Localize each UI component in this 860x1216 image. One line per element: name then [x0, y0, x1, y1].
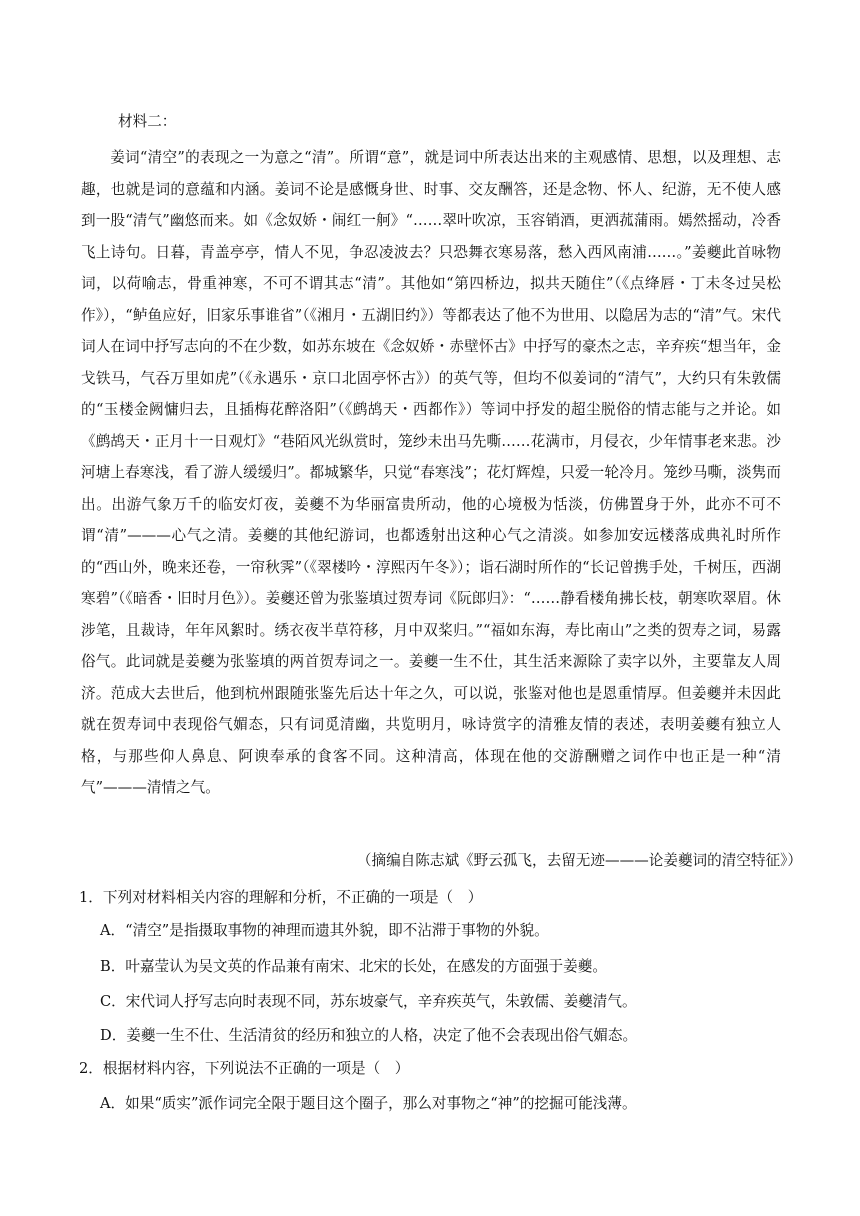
question-1-option-d: D．姜夔一生不仕、生活清贫的经历和独立的人格，决定了他不会表现出俗气媚态。: [100, 1027, 638, 1044]
question-1-option-c: C．宋代词人抒写志向时表现不同，苏东坡豪气，辛弃疾英气，朱敦儒、姜夔清气。: [100, 993, 637, 1010]
question-2-stem: 2．根据材料内容，下列说法不正确的一项是（ ）: [79, 1060, 410, 1077]
material-paragraph: 姜词“清空”的表现之一为意之“清”。所谓“意”，就是词中所表达出来的主观感情、思想，以及理想、志趣，也就是词的意蕴和内涵。姜词不论是感慨身世、时事、交友酬答，还是念物、怀人、纪游，无不使人感到一股“清气”幽悠而来。如《念奴娇・闹红一舸》“……翠叶吹凉，玉容销酒，更洒菰蒲雨。嫣然摇动，冷香飞上诗句。日暮，青盖亭亭，情人不见，争忍凌波去？只恐舞衣寒易落，愁入西风南浦……。”姜夔此首咏物词，以荷喻志，骨重神寒，不可不谓其志“清”。其他如“第四桥边，拟共天随住”（《点绛唇・丁未冬过吴松作》），“鲈鱼应好，旧家乐事谁省”（《湘月・五湖旧约》）等都表达了他不为世用、以隐居为志的“清”气。宋代词人在词中抒写志向的不在少数，如苏东坡在《念奴娇・赤壁怀古》中抒写的豪杰之志，辛弃疾“想当年，金戈铁马，气吞万里如虎”（《永遇乐・京口北固亭怀古》）的英气等，但均不似姜词的“清气”，大约只有朱敦儒的“玉楼金阙慵归去，且插梅花醉洛阳”（《鹧鸪天・西都作》）等词中抒发的超尘脱俗的情志能与之并论。如《鹧鸪天・正月十一日观灯》“巷陌风光纵赏时，笼纱未出马先嘶……花满市，月侵衣，少年情事老来悲。沙河塘上春寒浅，看了游人缓缓归”。都城繁华，只觉“春寒浅”；花灯辉煌，只爱一轮冷月。笼纱马嘶，淡隽而出。出游气象万千的临安灯夜，姜夔不为华丽富贵所动，他的心境极为恬淡，仿佛置身于外，此亦不可不谓“清”———心气之清。姜夔的其他纪游词，也都透射出这种心气之清淡。如参加安远楼落成典礼时所作的“西山外，晚来还卷，一帘秋霁”（《翠楼吟・淳熙丙午冬》）；诣石湖时所作的“长记曾携手处，千树压，西湖寒碧”（《暗香・旧时月色》）。姜夔还曾为张鉴填过贺寿词《阮郎归》：“……静看楼角拂长枝，朝寒吹翠眉。休涉笔，且裁诗，年年风絮时。绣衣夜半草符移，月中双桨归。”“福如东海，寿比南山”之类的贺寿之词，易露俗气。此词就是姜夔为张鉴填的两首贺寿词之一。姜夔一生不仕，其生活来源除了卖字以外，主要靠友人周济。范成大去世后，他到杭州跟随张鉴先后达十年之久，可以说，张鉴对他也是恩重情厚。但姜夔并未因此就在贺寿词中表现俗气媚态，只有词觅清幽，共览明月，咏诗赏字的清雅友情的表述，表明姜夔有独立人格，与那些仰人鼻息、阿谀奉承的食客不同。这种清高，体现在他的交游酬赠之词作中也正是一种“清气”———清情之气。: [81, 149, 781, 796]
question-2-option-a: A．如果“质实”派作词完全限于题目这个圈子，那么对事物之“神”的挖掘可能浅薄。: [100, 1095, 637, 1112]
question-1-option-a: A．“清空”是指摄取事物的神理而遗其外貌，即不沾滞于事物的外貌。: [100, 922, 549, 939]
question-1-option-b: B．叶嘉莹认为吴文英的作品兼有南宋、北宋的长处，在感发的方面强于姜夔。: [100, 958, 607, 975]
question-1-stem: 1．下列对材料相关内容的理解和分析，不正确的一项是（ ）: [79, 889, 483, 906]
source-citation: （摘编自陈志斌《野云孤飞，去留无迹———论姜夔词的清空特征》）: [356, 852, 802, 869]
material-heading: 材料二：: [118, 113, 177, 130]
